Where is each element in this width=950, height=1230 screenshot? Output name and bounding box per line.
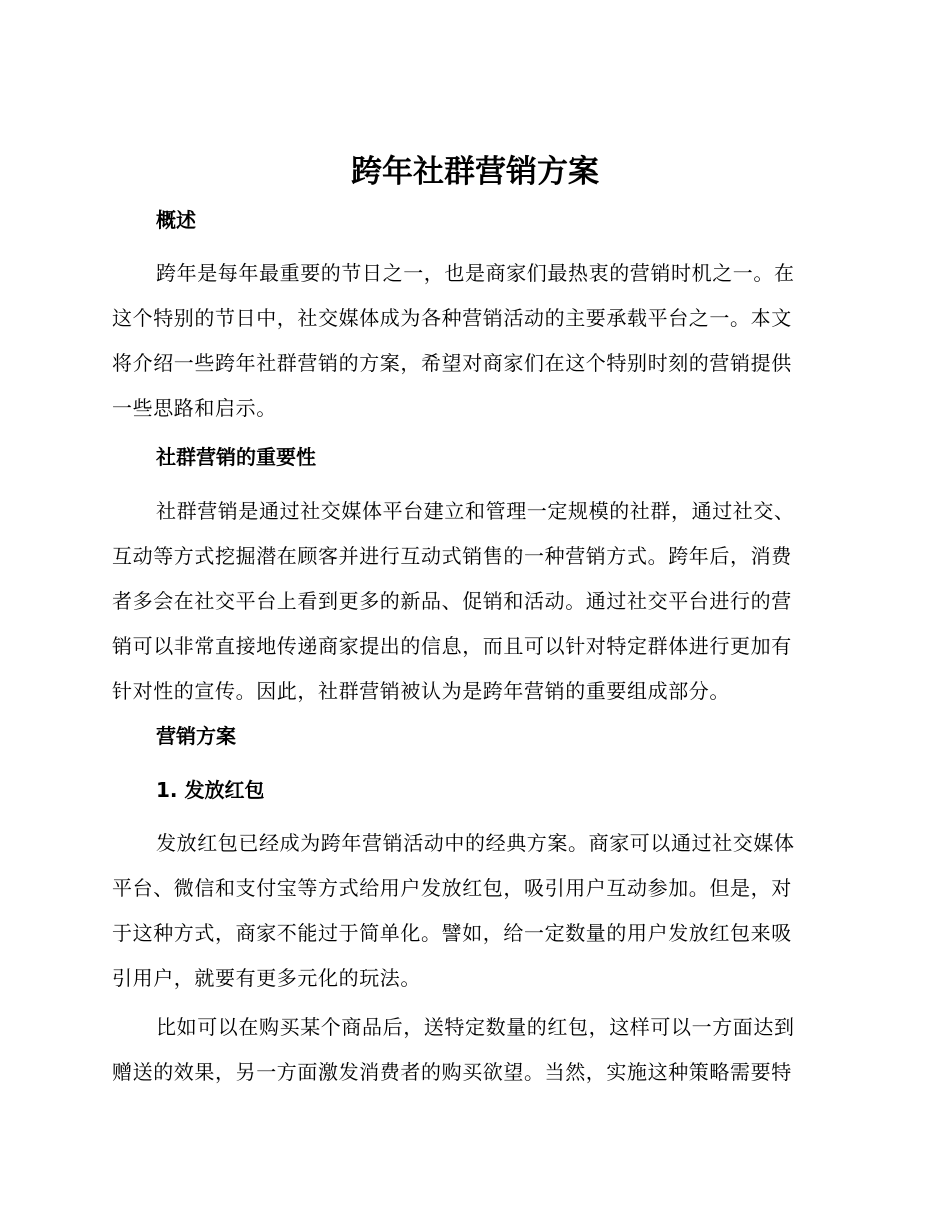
- section-heading-plan: 营销方案: [156, 724, 236, 748]
- paragraph-line: 者多会在社交平台上看到更多的新品、促销和活动。通过社交平台进行的营: [112, 589, 792, 613]
- paragraph-line: 跨年是每年最重要的节日之一，也是商家们最热衷的营销时机之一。在: [156, 261, 795, 285]
- paragraph-line: 于这种方式，商家不能过于简单化。譬如，给一定数量的用户发放红包来吸: [112, 921, 792, 945]
- paragraph-line: 将介绍一些跨年社群营销的方案，希望对商家们在这个特别时刻的营销提供: [112, 351, 792, 375]
- paragraph-line: 互动等方式挖掘潜在顾客并进行互动式销售的一种营销方式。跨年后，消费: [112, 544, 792, 568]
- paragraph-line: 发放红包已经成为跨年营销活动中的经典方案。商家可以通过社交媒体: [156, 831, 795, 855]
- section-heading-overview: 概述: [156, 208, 196, 232]
- paragraph-line: 一些思路和启示。: [112, 396, 277, 420]
- paragraph-importance: [112, 489, 832, 714]
- paragraph-line: 平台、微信和支付宝等方式给用户发放红包，吸引用户互动参加。但是，对: [112, 876, 792, 900]
- paragraph-red-envelope-2: [112, 1005, 832, 1095]
- paragraph-overview: [112, 251, 832, 431]
- paragraph-line: 这个特别的节日中，社交媒体成为各种营销活动的主要承载平台之一。本文: [112, 306, 792, 330]
- paragraph-line: 赠送的效果，另一方面激发消费者的购买欲望。当然，实施这种策略需要特: [112, 1060, 792, 1084]
- paragraph-red-envelope-1: [112, 821, 832, 1001]
- paragraph-line: 引用户，就要有更多元化的玩法。: [112, 966, 421, 990]
- paragraph-line: 比如可以在购买某个商品后，送特定数量的红包，这样可以一方面达到: [156, 1015, 795, 1039]
- paragraph-line: 社群营销是通过社交媒体平台建立和管理一定规模的社群，通过社交、: [156, 499, 795, 523]
- paragraph-line: 针对性的宣传。因此，社群营销被认为是跨年营销的重要组成部分。: [112, 679, 730, 703]
- paragraph-line: 销可以非常直接地传递商家提出的信息，而且可以针对特定群体进行更加有: [112, 634, 792, 658]
- section-heading-importance: 社群营销的重要性: [156, 445, 316, 469]
- subsection-heading-red-envelope: 1. 发放红包: [156, 778, 265, 802]
- page-title: 跨年社群营销方案: [351, 154, 599, 190]
